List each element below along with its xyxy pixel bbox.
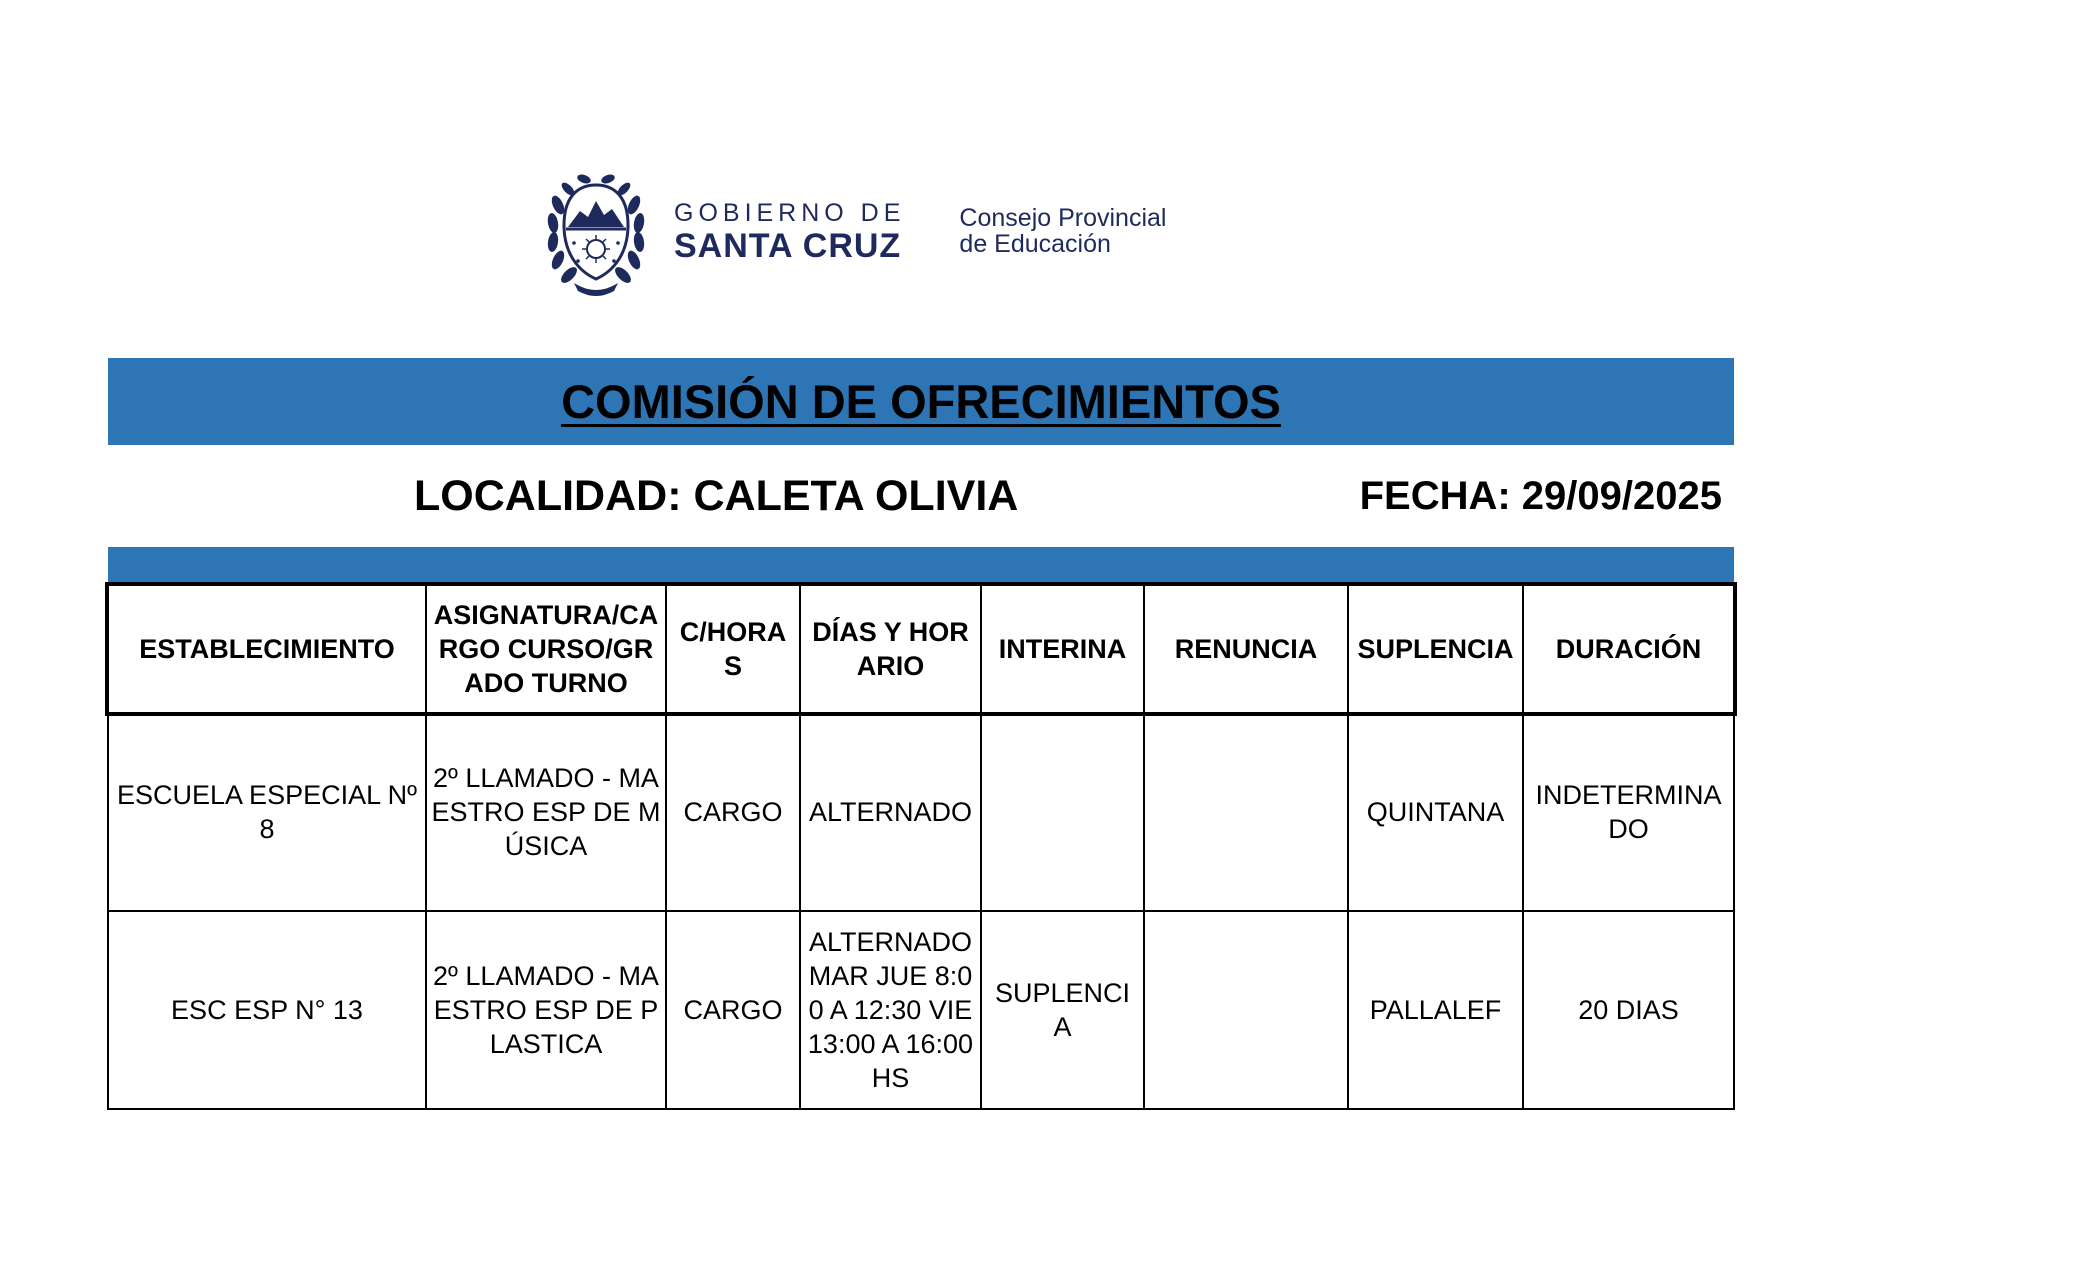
cell-duracion: INDETERMINADO — [1523, 713, 1734, 911]
table-row — [108, 713, 1734, 911]
page-title: COMISIÓN DE OFRECIMIENTOS — [561, 375, 1281, 428]
header-dias-horario: DÍAS Y HORARIO — [800, 585, 981, 713]
cell-renuncia — [1144, 911, 1348, 1109]
header-suplencia: SUPLENCIA — [1348, 585, 1523, 713]
cell-renuncia — [1144, 713, 1348, 911]
gov-line1: GOBIERNO DE — [674, 199, 906, 227]
gov-line2: SANTA CRUZ — [674, 227, 902, 265]
fecha-label: FECHA: 29/09/2025 — [1359, 474, 1722, 518]
santa-cruz-coat-of-arms-icon — [544, 165, 648, 297]
offers-table — [107, 584, 1735, 1110]
cell-horas: CARGO — [666, 713, 800, 911]
council-name — [959, 205, 1166, 257]
cell-establecimiento: ESCUELA ESPECIAL Nº 8 — [108, 713, 426, 911]
cell-interina: SUPLENCIA — [981, 911, 1144, 1109]
cell-horas: CARGO — [666, 911, 800, 1109]
cell-dias-horario: ALTERNADO MAR JUE 8:00 A 12:30 VIE 13:00 A 16:00 HS — [800, 911, 981, 1109]
header-logo — [544, 165, 1166, 297]
localidad-label: LOCALIDAD: CALETA OLIVIA — [414, 472, 1019, 520]
cell-dias-horario: ALTERNADO — [800, 713, 981, 911]
header-horas: C/HORAS — [666, 585, 800, 713]
title-bar — [108, 358, 1734, 445]
cell-interina — [981, 713, 1144, 911]
government-name — [674, 198, 905, 264]
table-header-row — [108, 585, 1734, 713]
table-top-bar — [108, 547, 1734, 584]
header-renuncia: RENUNCIA — [1144, 585, 1348, 713]
header-duracion: DURACIÓN — [1523, 585, 1734, 713]
cell-duracion: 20 DIAS — [1523, 911, 1734, 1109]
header-establecimiento: ESTABLECIMIENTO — [108, 585, 426, 713]
table-row — [108, 911, 1734, 1109]
header-interina: INTERINA — [981, 585, 1144, 713]
header-asignatura: ASIGNATURA/CARGO CURSO/GRADO TURNO — [426, 585, 666, 713]
cell-asignatura: 2º LLAMADO - MAESTRO ESP DE MÚSICA — [426, 713, 666, 911]
cpe-line2: de Educación — [959, 230, 1111, 258]
cell-suplencia: PALLALEF — [1348, 911, 1523, 1109]
cpe-line1: Consejo Provincial — [959, 204, 1167, 232]
cell-suplencia: QUINTANA — [1348, 713, 1523, 911]
cell-asignatura: 2º LLAMADO - MAESTRO ESP DE PLASTICA — [426, 911, 666, 1109]
cell-establecimiento: ESC ESP N° 13 — [108, 911, 426, 1109]
